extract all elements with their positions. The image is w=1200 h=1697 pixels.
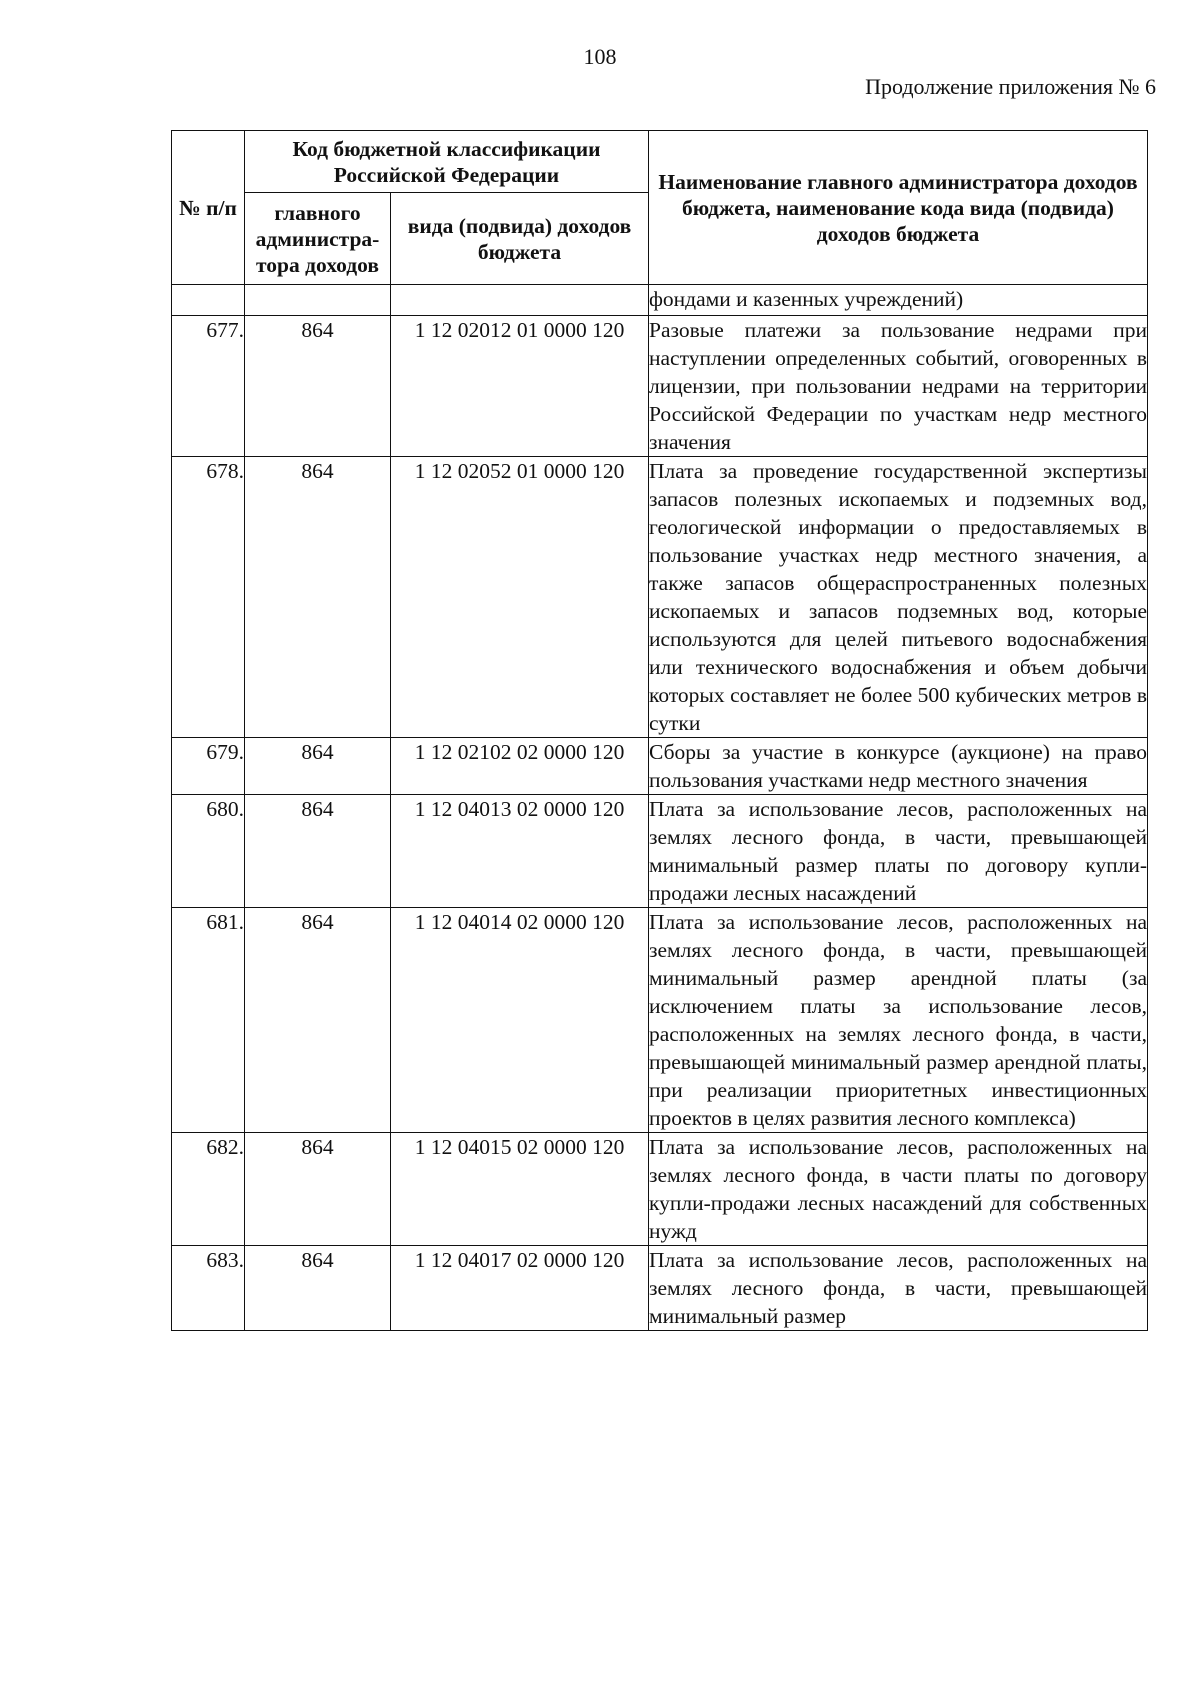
header-code-group: Код бюджетной классификации Российской Федерации: [245, 131, 649, 193]
row-name: Плата за использование лесов, расположенных на землях лесного фонда, в части, превышающей минимальный размер арендной платы (за исключением платы за использование лесов, расположенных на землях лесного фонда, в части, превышающей минимальный размер арендной платы, при реализации приоритетных инвестиционных проектов в целях развития лесного комплекса): [649, 908, 1148, 1133]
row-name: Плата за использование лесов, расположенных на землях лесного фонда, в части платы по договору купли-продажи лесных насаждений для собственных нужд: [649, 1133, 1148, 1246]
carryover-admin-cell: [245, 285, 391, 316]
row-admin-code: 864: [245, 908, 391, 1133]
row-budget-code: 1 12 02012 01 0000 120: [391, 316, 649, 457]
row-budget-code: 1 12 04013 02 0000 120: [391, 795, 649, 908]
row-budget-code: 1 12 04015 02 0000 120: [391, 1133, 649, 1246]
row-number: 680.: [172, 795, 245, 908]
row-admin-code: 864: [245, 457, 391, 738]
row-budget-code: 1 12 04014 02 0000 120: [391, 908, 649, 1133]
table-row: [172, 316, 1148, 457]
carryover-row: [172, 285, 1148, 316]
row-budget-code: 1 12 02052 01 0000 120: [391, 457, 649, 738]
row-budget-code: 1 12 02102 02 0000 120: [391, 738, 649, 795]
row-number: 679.: [172, 738, 245, 795]
row-number: 681.: [172, 908, 245, 1133]
row-budget-code: 1 12 04017 02 0000 120: [391, 1246, 649, 1331]
table-row: [172, 1246, 1148, 1331]
continuation-label: Продолжение приложения № 6: [865, 74, 1156, 99]
row-name: Плата за проведение государственной экспертизы запасов полезных ископаемых и подземных вод, геологической информации о предоставляемых в пользование участках недр местного значения, а также запасов общераспространенных полезных ископаемых и запасов подземных вод, которые используются для целей питьевого водоснабжения или технического водоснабжения и объем добычи которых составляет не более 500 кубических метров в сутки: [649, 457, 1148, 738]
carryover-code-cell: [391, 285, 649, 316]
page-number: 108: [583, 44, 617, 69]
header-income-type: вида (подвида) доходов бюджета: [391, 193, 649, 285]
row-name: Плата за использование лесов, расположенных на землях лесного фонда, в части, превышающей минимальный размер: [649, 1246, 1148, 1331]
row-number: 677.: [172, 316, 245, 457]
header-name: Наименование главного администратора доходов бюджета, наименование кода вида (подвида) доходов бюджета: [649, 131, 1148, 285]
row-admin-code: 864: [245, 1246, 391, 1331]
row-number: 683.: [172, 1246, 245, 1331]
budget-classification-table: [171, 130, 1148, 1331]
table-row: [172, 795, 1148, 908]
header-number: № п/п: [172, 131, 245, 285]
row-number: 678.: [172, 457, 245, 738]
carryover-num-cell: [172, 285, 245, 316]
carryover-text: фондами и казенных учреждений): [649, 285, 1148, 316]
row-name: Плата за использование лесов, расположенных на землях лесного фонда, в части, превышающей минимальный размер платы по договору купли-продажи лесных насаждений: [649, 795, 1148, 908]
table-row: [172, 908, 1148, 1133]
header-admin-code: главного администра-тора доходов: [245, 193, 391, 285]
row-name: Разовые платежи за пользование недрами при наступлении определенных событий, оговоренных в лицензии, при пользовании недрами на территории Российской Федерации по участкам недр местного значения: [649, 316, 1148, 457]
row-admin-code: 864: [245, 316, 391, 457]
row-admin-code: 864: [245, 738, 391, 795]
table-row: [172, 738, 1148, 795]
row-admin-code: 864: [245, 1133, 391, 1246]
row-number: 682.: [172, 1133, 245, 1246]
row-name: Сборы за участие в конкурсе (аукционе) на право пользования участками недр местного значения: [649, 738, 1148, 795]
row-admin-code: 864: [245, 795, 391, 908]
table-row: [172, 457, 1148, 738]
table-row: [172, 1133, 1148, 1246]
